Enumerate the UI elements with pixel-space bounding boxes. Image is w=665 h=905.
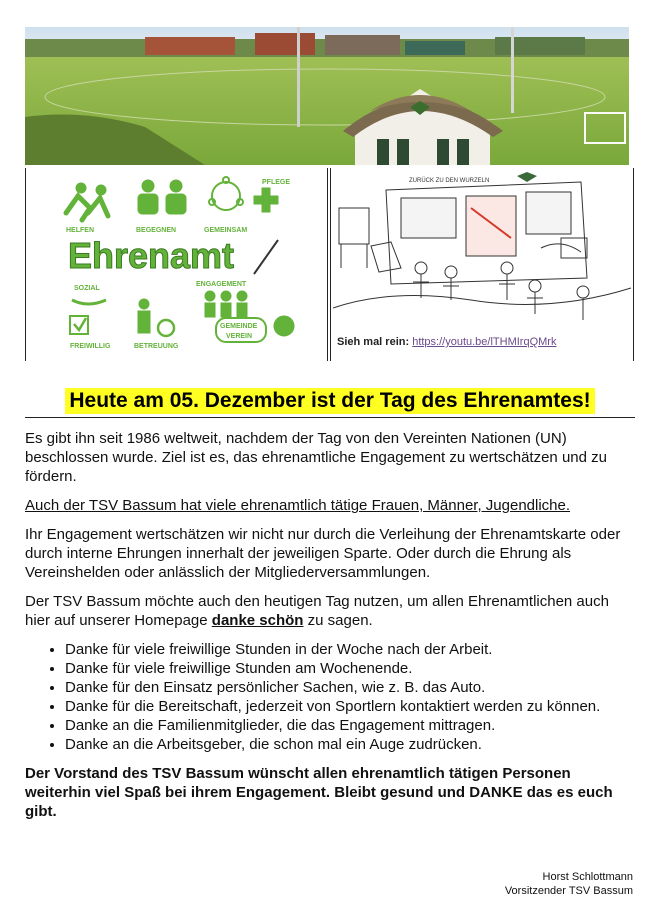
signature-role: Vorsitzender TSV Bassum — [504, 885, 633, 897]
sketch-banner-text: ZURÜCK ZU DEN WURZELN — [409, 178, 490, 184]
paragraph-appreciation: Ihr Engagement wertschätzen wir nicht nur durch die Verleihung der Ehrenamtskarte oder durch interne Ehrungen innerhalt der jeweiligen Sparte. Oder durch die Ehrung als Vereinshelden oder anlässlich der Mitgliederversammlungen. — [25, 526, 621, 581]
club-crest-icon — [517, 172, 537, 182]
cross-plus-icon — [254, 188, 278, 212]
page-title: Heute am 05. Dezember ist der Tag des Ehrenamtes! — [65, 388, 594, 414]
hand-heart-icon — [72, 300, 106, 304]
ehrenamt-word: Ehrenamt — [68, 235, 235, 276]
thanks-text-after: zu sagen. — [303, 612, 373, 629]
label-sozial: SOZIAL — [74, 285, 100, 292]
list-item: • Danke an die Arbeitsgeber, die schon mal ein Auge zudrücken. — [65, 735, 637, 754]
sketch-illustration-panel — [330, 168, 634, 361]
paragraph-intro: Es gibt ihn seit 1986 weltweit, nachdem der Tag von den Vereinten Nationen (UN) beschlossen wurde. Ziel ist es, das ehrenamtliche Engagement zu wertschätzen und zu fördern. — [25, 430, 607, 485]
list-item: • Danke an die Familienmitglieder, die das Engagement mittragen. — [65, 716, 637, 735]
label-pflege: PFLEGE — [262, 179, 291, 186]
care-wheelchair-icon — [138, 299, 174, 336]
label-verein: VEREIN — [226, 333, 253, 340]
youtube-link[interactable]: https://youtu.be/lTHMIrqQMrk — [412, 336, 557, 348]
thanks-text-before: Der TSV Bassum möchte auch den heutigen Tag nutzen, um allen Ehrenamtlichen auch hier auf unserer Homepage — [25, 593, 609, 629]
list-item: • Danke für die Bereitschaft, jederzeit von Sportlern kontaktiert werden zu können. — [65, 697, 637, 716]
hero-photo-sportsfield — [25, 27, 629, 165]
label-gemeinde: GEMEINDE — [220, 323, 258, 330]
video-caption — [337, 336, 556, 348]
tsv-underlined-text: Auch der TSV Bassum hat viele ehrenamtlich tätige Frauen, Männer, Jugendliche. — [25, 497, 571, 514]
thanks-list — [25, 640, 637, 754]
signature-name: Horst Schlottmann — [542, 871, 633, 883]
paragraph-thanks — [25, 592, 637, 630]
network-icon — [209, 177, 243, 210]
label-engagement: ENGAGEMENT — [196, 281, 247, 288]
closing-statement: Der Vorstand des TSV Bassum wünscht allen ehrenamtlich tätigen Personen weiterhin viel Spaß bei ihrem Engagement. Bleibt gesund und DANKE das es euch gibt. — [25, 765, 613, 820]
team-people-icon — [205, 291, 247, 317]
label-freiwillig: FREIWILLIG — [70, 343, 111, 350]
list-item: • Danke für den Einsatz persönlicher Sachen, wie z. B. das Auto. — [65, 678, 637, 697]
label-helfen: HELFEN — [66, 227, 94, 234]
thumbs-up-icon — [274, 316, 294, 336]
label-begegnen: BEGEGNEN — [136, 227, 177, 234]
headline-container — [25, 388, 635, 414]
caption-label: Sieh mal rein: — [337, 336, 410, 348]
paragraph-tsv — [25, 496, 637, 515]
danke-schoen-text: danke schön — [211, 612, 304, 629]
list-item: • Danke für viele freiwillige Stunden in der Woche nach der Arbeit. — [65, 640, 637, 659]
signature — [505, 870, 633, 898]
ehrenamt-graphic — [25, 168, 328, 361]
meeting-people-icon — [138, 180, 186, 214]
list-item: • Danke für viele freiwillige Stunden am Wochenende. — [65, 659, 637, 678]
article-body — [25, 429, 637, 831]
divider — [25, 417, 635, 418]
label-gemeinsam: GEMEINSAM — [204, 227, 248, 234]
helping-people-icon — [66, 183, 108, 220]
label-betreuung: BETREUUNG — [134, 343, 179, 350]
